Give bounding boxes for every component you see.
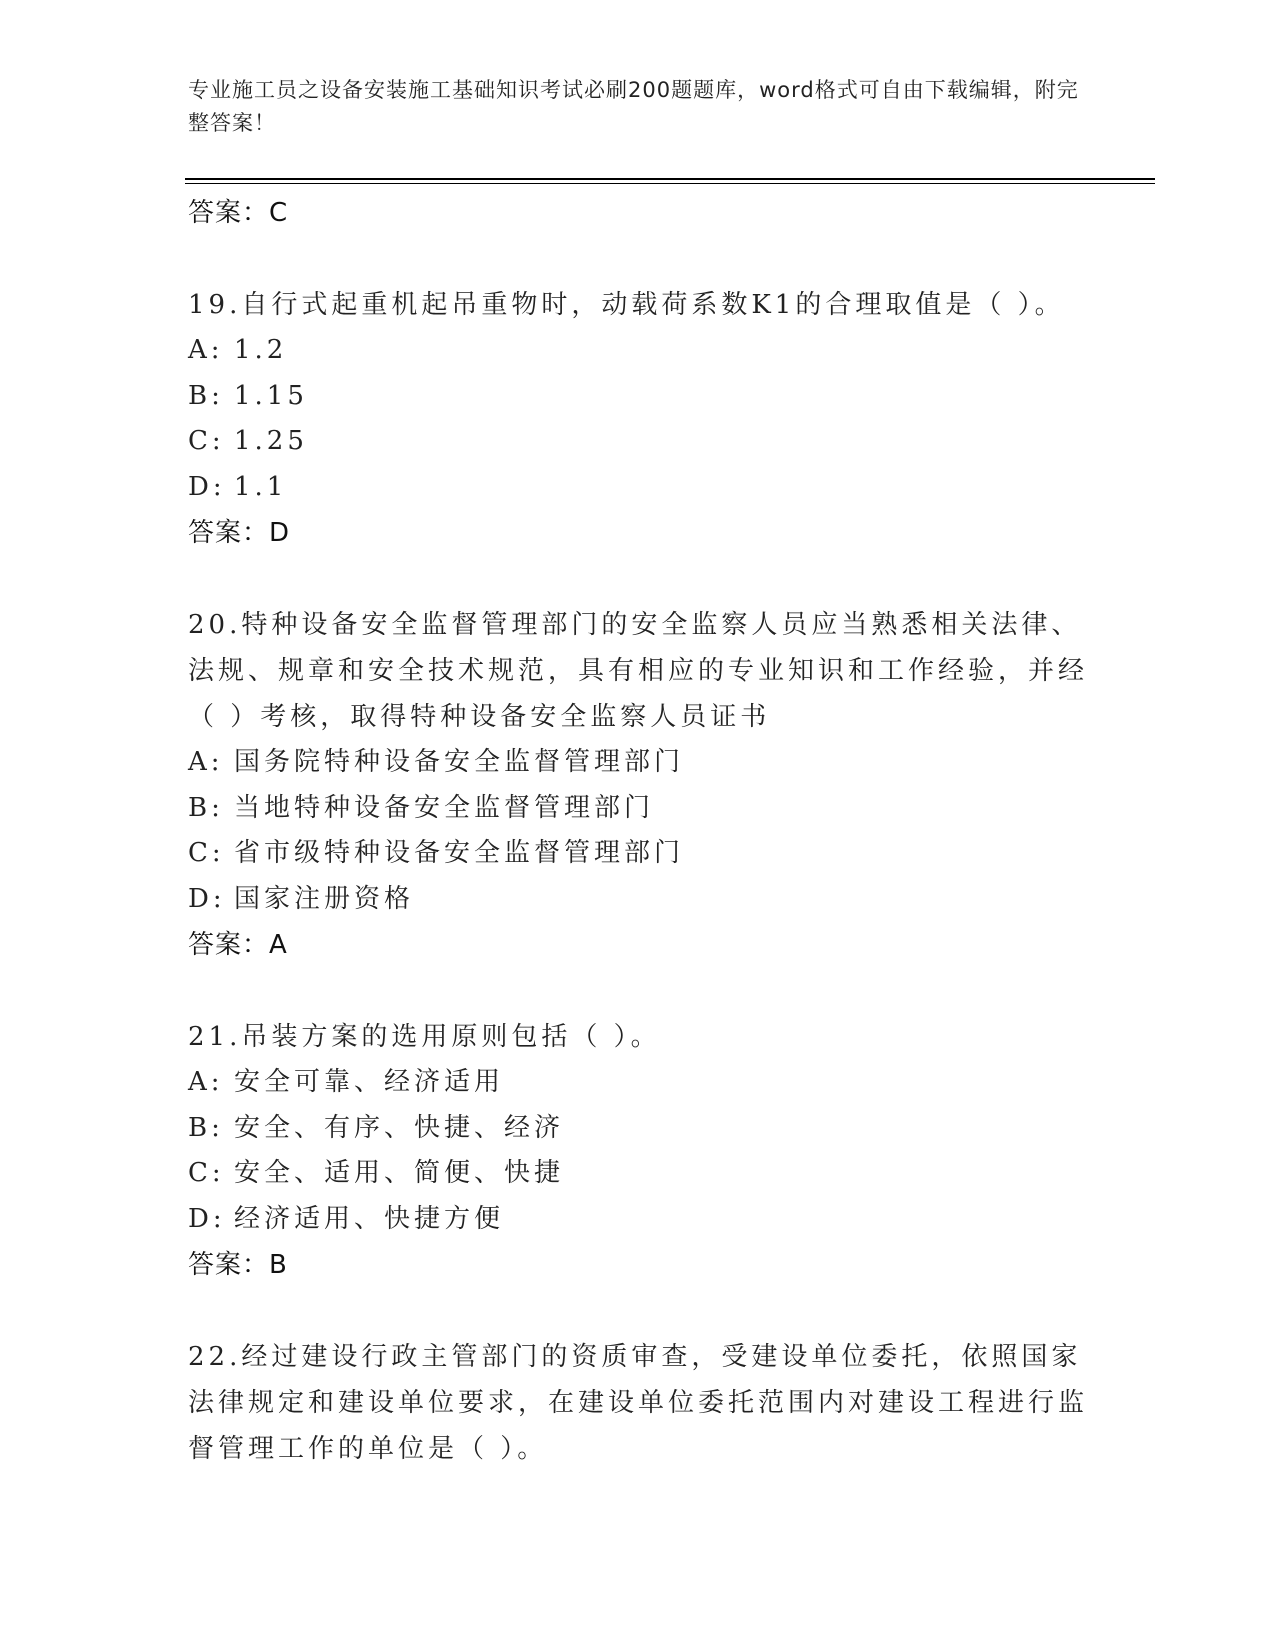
option-key: B: [188, 1112, 224, 1143]
option-key: D: [188, 883, 226, 914]
option-c [188, 831, 1088, 877]
option-text: 1.15 [234, 380, 308, 411]
question-stem: 21.吊装方案的选用原则包括（ ）。 [188, 1022, 661, 1052]
option-text: 安全可靠、经济适用 [234, 1067, 505, 1097]
option-text: 国务院特种设备安全监督管理部门 [234, 747, 685, 777]
option-b [188, 374, 1088, 420]
question-20 [188, 602, 1088, 968]
previous-answer: 答案：C [188, 198, 289, 228]
option-key: D: [188, 1203, 226, 1234]
option-key: B: [188, 380, 224, 411]
option-b [188, 786, 1088, 832]
document-body [188, 190, 1088, 1472]
option-a [188, 1060, 1088, 1106]
header-divider [185, 178, 1155, 180]
answer-line: 答案：B [188, 1250, 288, 1280]
option-d [188, 1197, 1088, 1243]
option-b [188, 1106, 1088, 1152]
option-a [188, 328, 1088, 374]
option-key: D: [188, 471, 226, 502]
option-text: 安全、适用、简便、快捷 [234, 1158, 565, 1188]
answer-line: 答案：D [188, 518, 291, 548]
option-text: 省市级特种设备安全监督管理部门 [234, 838, 685, 868]
option-key: C: [188, 426, 225, 456]
option-d [188, 877, 1088, 923]
question-19 [188, 282, 1088, 556]
question-22 [188, 1334, 1088, 1472]
header-divider-thin [185, 183, 1155, 184]
option-text: 国家注册资格 [234, 883, 415, 914]
option-text: 1.1 [234, 471, 288, 502]
option-key: A: [188, 747, 224, 777]
option-key: C: [188, 838, 225, 868]
question-21 [188, 1014, 1088, 1288]
question-stem: 19.自行式起重机起吊重物时，动载荷系数K1的合理取值是（ ）。 [188, 290, 1065, 320]
option-c [188, 419, 1088, 465]
question-stem: 20.特种设备安全监督管理部门的安全监察人员应当熟悉相关法律、法规、规章和安全技术规范，具有相应的专业知识和工作经验，并经（ ）考核，取得特种设备安全监察人员证书 [188, 610, 1089, 732]
option-text: 当地特种设备安全监督管理部门 [234, 792, 655, 823]
question-stem: 22.经过建设行政主管部门的资质审查，受建设单位委托，依照国家法律规定和建设单位要求，在建设单位委托范围内对建设工程进行监督管理工作的单位是（ ）。 [188, 1342, 1089, 1464]
option-c [188, 1151, 1088, 1197]
option-key: B: [188, 792, 224, 823]
option-d [188, 465, 1088, 511]
option-text: 经济适用、快捷方便 [234, 1203, 505, 1234]
option-key: A: [188, 335, 224, 365]
option-key: A: [188, 1067, 224, 1097]
option-a [188, 740, 1088, 786]
answer-line: 答案：A [188, 930, 288, 960]
page-header-title: 专业施工员之设备安装施工基础知识考试必刷200题题库，word格式可自由下载编辑，附完整答案！ [188, 78, 1079, 135]
option-text: 1.2 [234, 335, 288, 365]
option-key: C: [188, 1158, 225, 1188]
option-text: 1.25 [234, 426, 308, 456]
option-text: 安全、有序、快捷、经济 [234, 1112, 565, 1143]
